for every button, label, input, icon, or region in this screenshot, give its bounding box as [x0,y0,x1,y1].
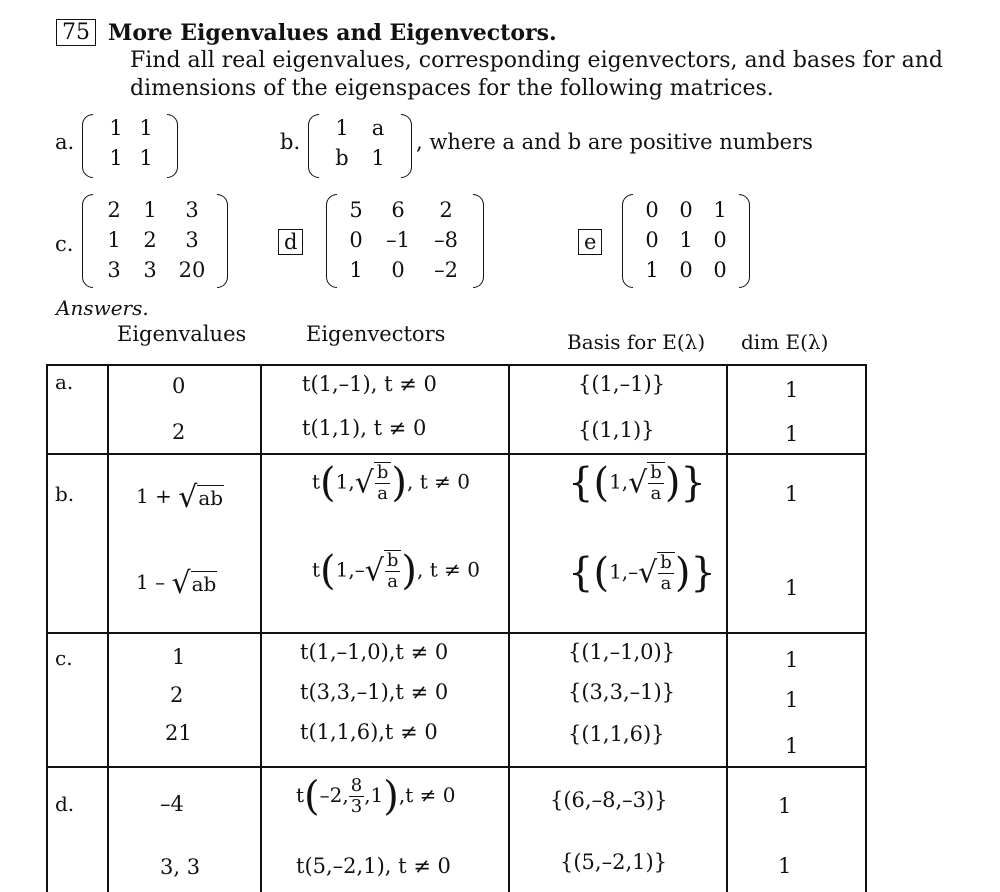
header-eigenvectors: Eigenvectors [306,322,446,346]
row-c-basis-1: {(1,–1,0)} [568,640,676,664]
matrix-b-label: b. [280,130,301,154]
row-c-dim-1: 1 [785,648,799,672]
problem-number: 75 [56,20,96,45]
matrix-e: 0 0 1 0 1 0 1 0 0 [622,196,750,286]
matrix-b: 1 a b 1 [308,116,412,176]
row-c-dim-2: 1 [785,688,799,712]
row-d-dim-2: 1 [778,854,792,878]
problem-text-1: Find all real eigenvalues, corresponding eigenvectors, and bases for and [130,48,943,73]
row-b-basis-2: {(1,–√ $\frac{b}{a}$ )} [568,550,716,596]
row-a-label: a. [55,370,74,394]
row-d-label: d. [55,792,75,816]
matrix-e-label: e [578,230,602,254]
row-a-basis-1: {(1,–1)} [578,372,666,396]
row-c-dim-3: 1 [785,734,799,758]
header-dim: dim E(λ) [741,330,829,354]
row-a-basis-2: {(1,1)} [578,418,655,442]
row-a-eigenvector-2: t(1,1), t ≠ 0 [302,416,427,440]
row-b-eigenvector-2: t(1,–√ $\frac{b}{a}$ ), t ≠ 0 [312,548,480,594]
header-basis: Basis for E(λ) [567,330,706,354]
matrix-c: 2 1 3 1 2 3 3 3 20 [82,196,228,286]
row-c-eigenvalue-2: 2 [170,683,184,707]
matrix-a: 1 1 1 1 [82,116,178,176]
row-b-label: b. [55,482,75,506]
row-c-label: c. [55,646,73,670]
header-eigenvalues: Eigenvalues [117,322,247,346]
row-a-eigenvalue-2: 2 [172,420,186,444]
matrix-d: 5 6 2 0 –1 –8 1 0 –2 [326,196,484,286]
row-b-eigenvector-1: t(1,√ $\frac{b}{a}$ ), t ≠ 0 [312,460,470,506]
row-d-eigenvalue-2: 3, 3 [160,855,201,879]
matrix-d-label: d [278,230,303,254]
row-a-dim-1: 1 [785,378,799,402]
matrix-b-note: , where a and b are positive numbers [416,130,813,154]
matrix-a-label: a. [55,130,75,154]
row-a-eigenvector-1: t(1,–1), t ≠ 0 [302,372,437,396]
row-d-eigenvector-2: t(5,–2,1), t ≠ 0 [296,854,451,878]
row-b-dim-2: 1 [785,576,799,600]
row-a-dim-2: 1 [785,422,799,446]
row-b-eigenvalue-2: 1 – √ab [136,566,217,601]
row-d-dim-1: 1 [778,794,792,818]
row-b-basis-1: {(1,√ $\frac{b}{a}$ )} [568,460,706,506]
matrix-c-label: c. [55,232,74,256]
problem-title: More Eigenvalues and Eigenvectors. [108,20,557,46]
answers-label: Answers. [56,296,149,320]
problem-text-2: dimensions of the eigenspaces for the following matrices. [130,76,774,101]
row-c-eigenvector-2: t(3,3,–1),t ≠ 0 [300,680,449,704]
row-c-basis-2: {(3,3,–1)} [568,680,676,704]
row-d-eigenvector-1: t(–2, $\frac{8}{3}$ ,1),t ≠ 0 [296,773,456,820]
row-c-basis-3: {(1,1,6)} [568,722,665,746]
row-a-eigenvalue-1: 0 [172,374,186,398]
row-d-basis-2: {(5,–2,1)} [560,850,668,874]
row-d-eigenvalue-1: –4 [160,792,184,816]
row-b-eigenvalue-1: 1 + √ab [136,480,224,515]
row-b-dim-1: 1 [785,482,799,506]
row-c-eigenvector-1: t(1,–1,0),t ≠ 0 [300,640,449,664]
row-d-basis-1: {(6,–8,–3)} [550,788,668,812]
row-c-eigenvector-3: t(1,1,6),t ≠ 0 [300,720,438,744]
row-c-eigenvalue-1: 1 [172,645,186,669]
row-c-eigenvalue-3: 21 [165,721,192,745]
